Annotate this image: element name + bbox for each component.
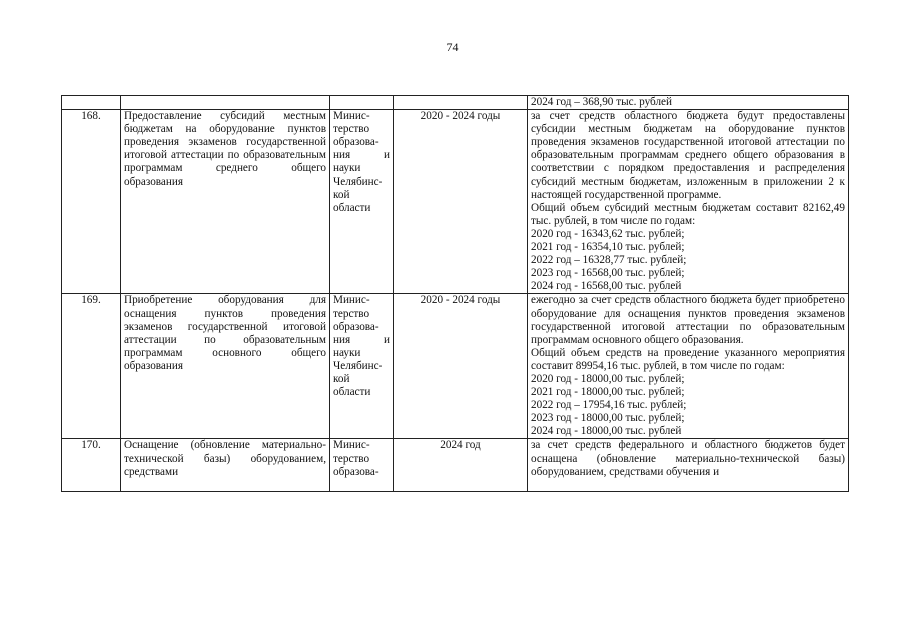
result-total: Общий объем субсидий местным бюджетам составит 82162,49 тыс. рублей, в том числе по годам: bbox=[531, 201, 845, 227]
year-amount: 2023 год - 16568,00 тыс. рублей; bbox=[531, 267, 685, 280]
expected-result bbox=[528, 110, 849, 294]
continuation-text: 2024 год – 368,90 тыс. рублей bbox=[531, 96, 673, 108]
year-amount: 2023 год - 18000,00 тыс. рублей; bbox=[531, 412, 685, 425]
year-amount: 2021 год - 16354,10 тыс. рублей; bbox=[531, 241, 685, 254]
table-row bbox=[62, 110, 849, 294]
table-row bbox=[62, 439, 849, 492]
table-row bbox=[62, 294, 849, 439]
year-amount: 2020 год - 18000,00 тыс. рублей; bbox=[531, 372, 685, 385]
implementation-term: 2020 - 2024 годы bbox=[394, 294, 528, 439]
year-amount: 2024 год - 18000,00 тыс. рублей bbox=[531, 425, 682, 438]
result-text: за счет средств областного бюджета будут предоставлены субсидии местным бюджетам на оборудование пунктов проведения экзаменов государственной итоговой аттестации по образовательным программам среднего общего образования в соответствии с порядком предоставления и распределения субсидий местным бюджетам, изложенным в приложении 2 к настоящей государственной программе. bbox=[531, 110, 845, 201]
row-number: 169. bbox=[62, 294, 121, 439]
measure-name: Оснащение (обновление материально-технической базы) оборудованием, средствами bbox=[124, 439, 326, 478]
expected-result bbox=[528, 294, 849, 439]
measure-name: Приобретение оборудования для оснащения пунктов проведения экзаменов государственной итоговой аттестации по образовательным программам основного общего образования bbox=[124, 294, 326, 372]
result-total: Общий объем средств на проведение указанного мероприятия составит 89954,16 тыс. рублей, в том числе по годам: bbox=[531, 346, 845, 372]
responsible-executor: Минис- терство образова- ния и науки Челябинс- кой области bbox=[330, 110, 394, 294]
measures-table bbox=[61, 95, 849, 492]
row-number: 170. bbox=[81, 439, 101, 452]
continuation-row bbox=[62, 96, 849, 110]
result-text: ежегодно за счет средств областного бюджета будет приобретено оборудование для оснащения пунктов проведения экзаменов государственной итоговой аттестации по образовательным программам основного общего образования. bbox=[531, 294, 845, 346]
year-amount: 2024 год - 16568,00 тыс. рублей bbox=[531, 280, 682, 293]
measure-name: Предоставление субсидий местным бюджетам на оборудование пунктов проведения экзаменов государственной итоговой аттестации по образовательным программам среднего общего образования bbox=[124, 110, 326, 188]
row-number: 168. bbox=[62, 110, 121, 294]
responsible-executor: Минис- терство образова- ния и науки Челябинс- кой области bbox=[330, 294, 394, 439]
year-amount: 2020 год - 16343,62 тыс. рублей; bbox=[531, 227, 685, 240]
responsible-executor: Минис- терство образова- bbox=[330, 439, 394, 492]
implementation-term: 2020 - 2024 годы bbox=[394, 110, 528, 294]
result-text: за счет средств федерального и областного бюджетов будет оснащена (обновление материально-технической базы) оборудованием, средствами обучения и bbox=[531, 439, 845, 478]
year-amount: 2021 год - 18000,00 тыс. рублей; bbox=[531, 386, 685, 399]
page-number: 74 bbox=[446, 40, 459, 54]
implementation-term: 2024 год bbox=[440, 439, 481, 452]
year-amount: 2022 год – 16328,77 тыс. рублей; bbox=[531, 254, 687, 267]
year-amount: 2022 год – 17954,16 тыс. рублей; bbox=[531, 399, 687, 412]
